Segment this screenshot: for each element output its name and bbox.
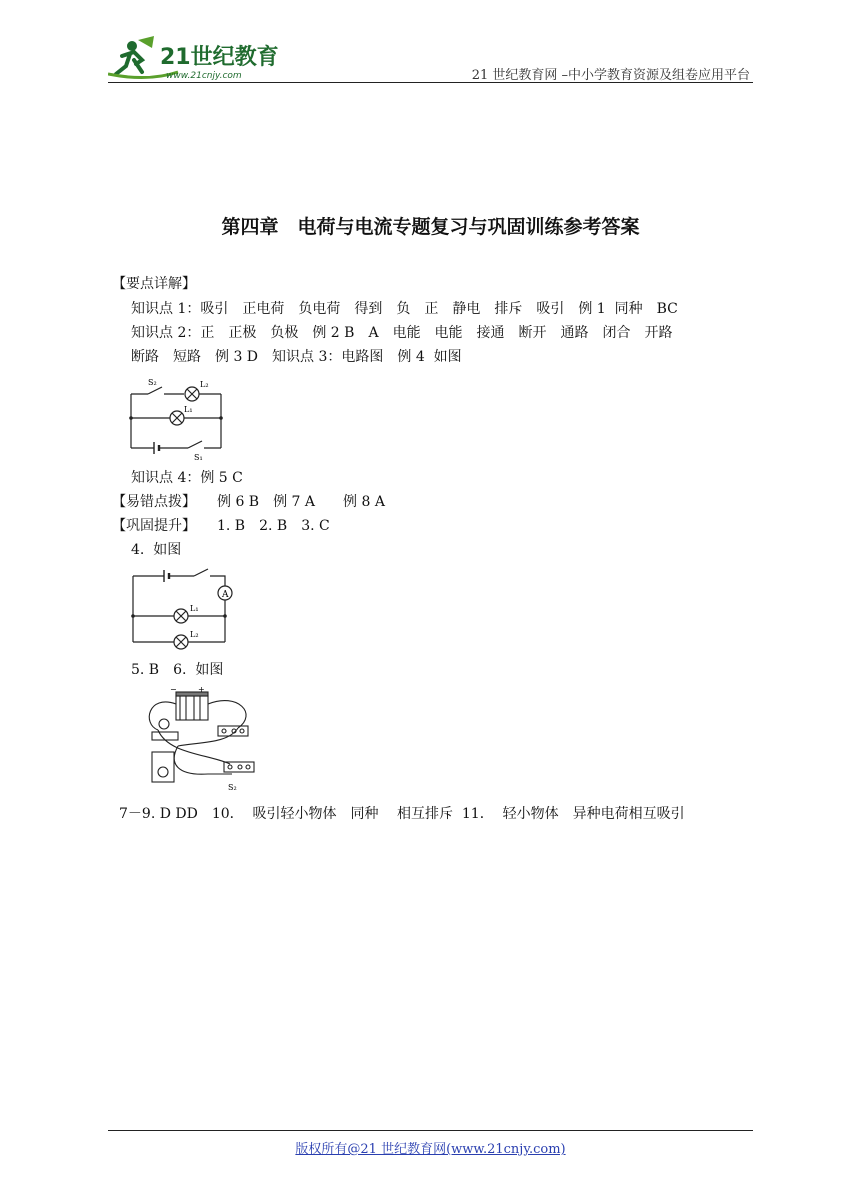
section-consolidation: 【巩固提升】 1. B 2. B 3. C [112, 518, 330, 534]
logo-url: www.21cnjy.com [166, 71, 242, 81]
text-line: 7－9. D DD 10． 吸引轻小物体 同种 相互排斥 11． 轻小物体 异种电荷相互吸引 [119, 806, 685, 822]
circuit-diagram-example4 [126, 374, 226, 466]
logo-text: 21世纪教育 [160, 45, 279, 70]
text-line: 知识点 1：吸引 正电荷 负电荷 得到 负 正 静电 排斥 吸引 例 1 同种 BC [131, 301, 678, 317]
label-l2: L₂ [190, 630, 199, 639]
text-line: 5. B 6. 如图 [131, 662, 224, 678]
label-s2: S₂ [148, 378, 157, 387]
copyright-link[interactable]: 版权所有@21 世纪教育网(www.21cnjy.com) [295, 1142, 566, 1157]
section-common-errors: 【易错点拨】 例 6 B 例 7 A 例 8 A [112, 494, 385, 510]
label-l1: L₁ [190, 604, 199, 613]
battery-plus: + [198, 685, 205, 694]
label-s2: S₂ [228, 783, 237, 792]
text-line: 知识点 2：正 正极 负极 例 2 B A 电能 电能 接通 断开 通路 闭合 开路 [131, 325, 673, 341]
ammeter-label: A [222, 590, 229, 600]
header-divider [108, 82, 753, 83]
wiring-illustration-q6 [138, 684, 268, 800]
site-logo [108, 34, 288, 82]
text-line: 断路 短路 例 3 D 知识点 3：电路图 例 4 如图 [131, 349, 462, 365]
circuit-diagram-q4 [128, 564, 238, 658]
battery-minus: − [170, 685, 177, 694]
text-line: 4. 如图 [131, 542, 182, 558]
label-l1: L₁ [184, 405, 193, 414]
page-title: 第四章 电荷与电流专题复习与巩固训练参考答案 [221, 216, 640, 238]
site-tagline: 21 世纪教育网 –中小学教育资源及组卷应用平台 [471, 68, 750, 83]
label-s1: S₁ [194, 453, 203, 462]
text-line: 知识点 4：例 5 C [131, 470, 243, 486]
footer-divider [108, 1130, 753, 1131]
label-l2: L₂ [200, 380, 209, 389]
section-key-points: 【要点详解】 [112, 276, 196, 292]
